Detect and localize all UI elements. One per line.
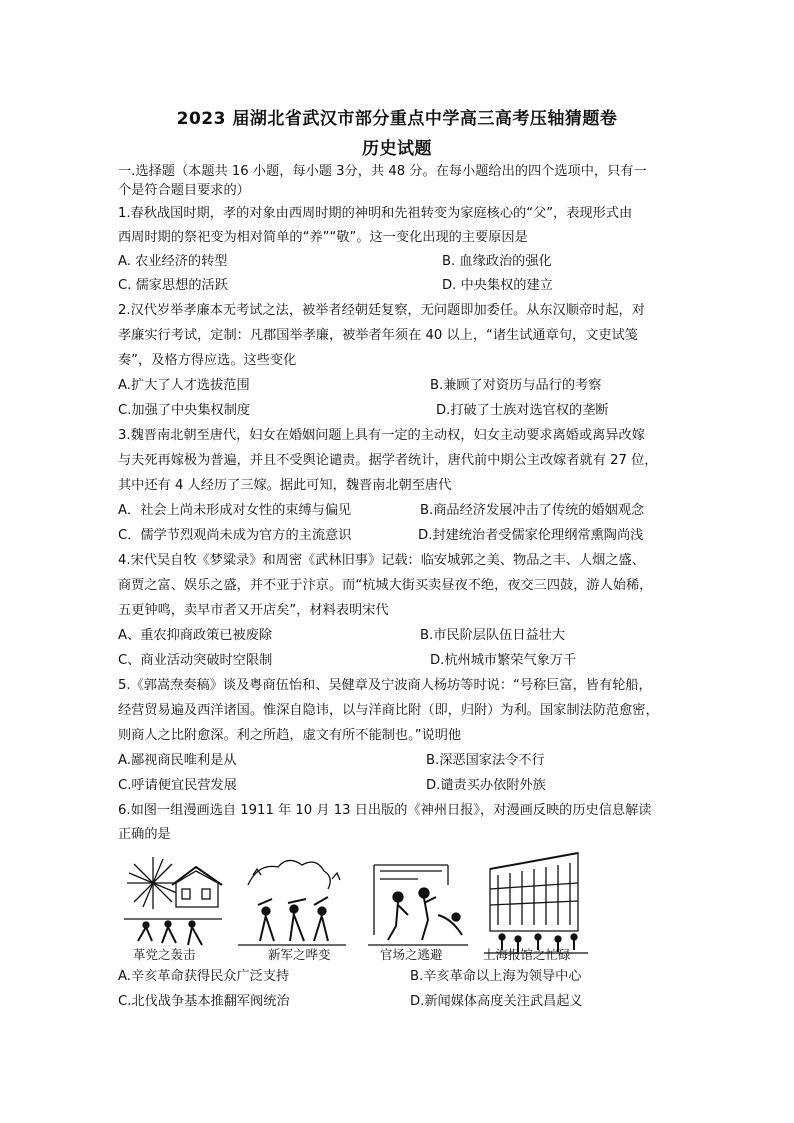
cartoon-caption-2: 新军之哗变	[268, 947, 331, 962]
q2-stem-line3: 奏”，及格方得应选。这些变化	[118, 353, 297, 368]
q6-stem-line1: 6.如图一组漫画选自 1911 年 10 月 13 日出版的《神州日报》，对漫画反映的历史信息解读	[118, 803, 652, 818]
q2-stem-line1: 2.汉代岁举孝廉本无考试之法，被举者经朝廷复察，无问题即加委任。从东汉顺帝时起，对	[118, 303, 645, 318]
q4-stem-line1: 4.宋代吴自牧《梦粱录》和周密《武林旧事》记载：临安城郭之美、物品之丰、人烟之盛、	[118, 553, 645, 568]
q5-stem-line1: 5.《郭嵩焘奏稿》谈及粤商伍怡和、吴健章及宁波商人杨坊等时说：“号称巨富，皆有轮船，	[118, 678, 652, 693]
q6-option-a: A.辛亥革命获得民众广泛支持	[118, 969, 290, 984]
q6-option-c: C.北伐战争基本推翻军阀统治	[118, 994, 290, 1009]
cartoon-mutiny	[238, 860, 346, 945]
cartoon-caption-1: 革党之轰击	[133, 947, 196, 962]
q5-option-a: A.鄙视商民唯利是从	[118, 753, 237, 768]
q3-stem-line1: 3.魏晋南北朝至唐代，妇女在婚姻问题上具有一定的主动权，妇女主动要求离婚或离异改嫁	[118, 428, 645, 443]
q5-option-d: D.谴责买办依附外族	[426, 778, 546, 793]
q4-stem-line3: 五更钟鸣，卖早市者又开店矣”，材料表明宋代	[118, 603, 389, 618]
q4-option-b: B.市民阶层队伍日益壮大	[420, 628, 566, 643]
cartoon-caption-4: 上海报馆之忙碌	[483, 947, 571, 962]
q5-option-c: C.呼请便宜民营发展	[118, 778, 237, 793]
q1-stem-line2: 西周时期的祭祀变为相对简单的“养”“敬”。这一变化出现的主要原因是	[118, 230, 528, 245]
section-instructions-line2: 个是符合题目要求的）	[118, 183, 250, 198]
q3-option-b: B.商品经济发展冲击了传统的婚姻观念	[420, 503, 645, 518]
q4-option-c: C、商业活动突破时空限制	[118, 653, 273, 668]
q1-option-b: B. 血缘政治的强化	[442, 254, 552, 269]
q2-option-d: D.打破了士族对选官权的垄断	[436, 403, 609, 418]
q2-stem-line2: 孝廉实行考试，定制：凡郡国举孝廉，被举者年须在 40 以上，“诸生试通章句，文吏试笺	[118, 328, 638, 343]
cartoon-bombardment	[124, 857, 222, 945]
cartoon-caption-3: 官场之逃避	[380, 947, 443, 962]
cartoon-officials-flee	[368, 865, 468, 945]
q3-stem-line2: 与夫死再嫁极为普遍，并且不受舆论谴责。据学者统计，唐代前中期公主改嫁者就有 27 位，	[118, 453, 658, 468]
q4-option-d: D.杭州城市繁荣气象万千	[430, 653, 577, 668]
q2-option-c: C.加强了中央集权制度	[118, 403, 251, 418]
q2-option-b: B.兼顾了对资历与品行的考察	[430, 378, 602, 393]
q4-stem-line2: 商贾之富、娱乐之盛，并不亚于汴京。而“杭城大街买卖昼夜不绝，夜交三四鼓，游人始稀，	[118, 578, 653, 593]
q6-stem-line2: 正确的是	[118, 827, 171, 842]
q1-option-c: C. 儒家思想的活跃	[118, 278, 228, 293]
exam-title: 2023 届湖北省武汉市部分重点中学高三高考压轴猜题卷	[176, 109, 618, 129]
q1-option-d: D. 中央集权的建立	[442, 278, 553, 293]
q3-option-a: A．社会上尚未形成对女性的束缚与偏见	[118, 503, 352, 518]
exam-subject: 历史试题	[362, 139, 432, 159]
q5-stem-line2: 经营贸易遍及西洋诸国。惟深自隐讳，以与洋商比附（即，归附）为利。国家制法防范愈密，	[118, 703, 659, 718]
q3-stem-line3: 其中还有 4 人经历了三嫁。据此可知，魏晋南北朝至唐代	[118, 478, 452, 493]
q3-option-c: C．儒学节烈观尚未成为官方的主流意识	[118, 528, 352, 543]
q3-option-d: D.封建统治者受儒家伦理纲常熏陶尚浅	[418, 528, 644, 543]
q1-option-a: A. 农业经济的转型	[118, 254, 228, 269]
q2-option-a: A.扩大了人才选拔范围	[118, 378, 250, 393]
q5-stem-line3: 则商人之比附愈深。利之所趋，虚文有所不能制也。”说明他	[118, 728, 462, 743]
q5-option-b: B.深恶国家法令不行	[426, 753, 545, 768]
q4-option-a: A、重农抑商政策已被废除	[118, 628, 273, 643]
section-instructions-line1: 一.选择题（本题共 16 小题，每小题 3分，共 48 分。在每小题给出的四个选项中，只有一	[118, 164, 647, 179]
q6-option-b: B.辛亥革命以上海为领导中心	[410, 969, 582, 984]
q1-stem-line1: 1.春秋战国时期，孝的对象由西周时期的神明和先祖转变为家庭核心的“父”，表现形式由	[118, 206, 633, 221]
cartoon-newspaper-office	[484, 853, 588, 953]
q6-option-d: D.新闻媒体高度关注武昌起义	[410, 994, 583, 1009]
